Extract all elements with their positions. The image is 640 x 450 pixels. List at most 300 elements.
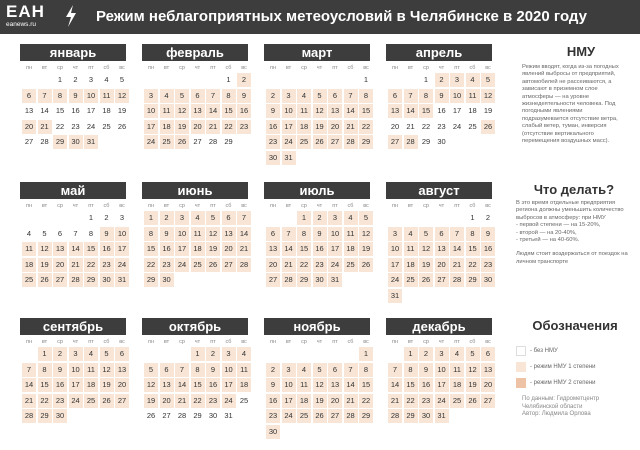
weekday-label: вс [119, 339, 125, 345]
calendar-day: 29 [297, 273, 311, 287]
calendar-day: 27 [53, 273, 67, 287]
month-calendar [386, 182, 492, 300]
calendar-day: 6 [57, 228, 63, 238]
calendar-day: 30 [437, 137, 446, 146]
calendar-day: 21 [175, 394, 189, 408]
calendar-day: 22 [222, 120, 236, 134]
calendar-day: 12 [144, 378, 158, 392]
calendar-day: 15 [466, 242, 480, 256]
weekday-label: сб [225, 65, 232, 71]
calendar-day: 22 [55, 121, 65, 131]
calendar-day: 28 [344, 135, 358, 149]
weekday-label: вс [241, 203, 247, 209]
calendar-day: 19 [466, 378, 480, 392]
calendar-day: 29 [53, 135, 67, 149]
weekday-label: ср [423, 65, 429, 71]
calendar-day: 26 [419, 273, 433, 287]
calendar-day: 20 [481, 378, 495, 392]
weekday-label: пт [454, 65, 460, 71]
calendar-day: 18 [84, 378, 98, 392]
calendar-day: 20 [53, 258, 67, 272]
legend-swatch [516, 378, 526, 388]
calendar-day: 9 [266, 378, 280, 392]
calendar-day: 27 [388, 135, 402, 149]
calendar-day: 12 [313, 104, 327, 118]
calendar-day: 18 [191, 242, 205, 256]
weekday-label: пн [25, 339, 32, 345]
calendar-day: 17 [328, 242, 342, 256]
weekday-label: ср [179, 203, 185, 209]
calendar-day: 3 [69, 347, 83, 361]
weekday-label: сб [469, 339, 476, 345]
calendar-day: 14 [450, 242, 464, 256]
what-to-do-line: В это время отдельные предприятия региона должны уменьшить количество выбросов в атмосферу: при НМУ [516, 200, 624, 221]
calendar-day: 9 [206, 363, 220, 377]
calendar-day: 9 [53, 363, 67, 377]
calendar-day: 21 [344, 394, 358, 408]
weekday-label: ср [301, 203, 307, 209]
calendar-day: 11 [100, 89, 114, 103]
weekday-label: пн [147, 339, 154, 345]
calendar-day: 11 [466, 89, 480, 103]
calendar-day: 18 [297, 120, 311, 134]
calendar-day: 13 [160, 378, 174, 392]
weekday-label: пн [269, 339, 276, 345]
weekday-label: вс [119, 203, 125, 209]
calendar-day: 11 [344, 227, 358, 241]
calendar-day: 7 [22, 363, 36, 377]
calendar-day: 11 [297, 104, 311, 118]
calendar-day: 5 [206, 211, 220, 225]
calendar-day: 9 [69, 89, 83, 103]
calendar-day: 13 [481, 363, 495, 377]
calendar-day: 27 [222, 258, 236, 272]
logo-site: eanews.ru [6, 21, 36, 28]
calendar-day: 4 [466, 73, 480, 87]
calendar-day: 4 [297, 89, 311, 103]
calendar-day: 6 [328, 363, 342, 377]
page-header [0, 0, 640, 34]
month-title: декабрь [386, 318, 492, 335]
month-title: январь [20, 44, 126, 61]
weekday-label: вт [285, 203, 292, 209]
calendar-day: 2 [435, 73, 449, 87]
calendar-day: 13 [53, 242, 67, 256]
calendar-day: 30 [266, 425, 280, 439]
calendar-day: 4 [26, 228, 32, 238]
weekday-label: вт [163, 339, 170, 345]
weekday-label: чт [316, 65, 323, 71]
calendar-day: 10 [222, 363, 236, 377]
calendar-day: 21 [69, 258, 83, 272]
weekday-label: вс [363, 203, 369, 209]
calendar-day: 14 [69, 242, 83, 256]
calendar-day: 17 [175, 242, 189, 256]
calendar-day: 14 [22, 378, 36, 392]
calendar-day: 22 [84, 258, 98, 272]
calendar-day: 17 [222, 378, 236, 392]
calendar-day: 30 [100, 273, 114, 287]
calendar-day: 7 [237, 211, 251, 225]
calendar-day: 20 [191, 120, 205, 134]
calendar-day: 15 [38, 378, 52, 392]
calendar-day: 16 [481, 242, 495, 256]
calendar-day: 5 [175, 89, 189, 103]
calendar-day: 6 [191, 89, 205, 103]
weekday-label: пт [210, 203, 216, 209]
month-title: март [264, 44, 370, 61]
calendar-day: 6 [328, 89, 342, 103]
calendar-day: 29 [84, 273, 98, 287]
calendar-day: 10 [144, 104, 158, 118]
calendar-day: 9 [419, 363, 433, 377]
calendar-day: 16 [313, 242, 327, 256]
calendar-day: 16 [206, 378, 220, 392]
calendar-day: 31 [435, 409, 449, 423]
calendar-day: 14 [40, 106, 49, 115]
calendar-day: 18 [237, 378, 251, 392]
calendar-day: 19 [313, 394, 327, 408]
weekday-label: чт [72, 339, 79, 345]
calendar-day: 16 [71, 106, 80, 115]
calendar-day: 4 [404, 227, 418, 241]
calendar-day: 1 [404, 347, 418, 361]
calendar-day: 24 [328, 258, 342, 272]
weekday-label: ср [301, 339, 307, 345]
month-calendar [142, 318, 248, 436]
weekday-label: сб [347, 339, 354, 345]
calendar-day: 18 [404, 258, 418, 272]
weekday-label: сб [347, 65, 354, 71]
month-calendar [20, 318, 126, 436]
calendar-day: 21 [282, 258, 296, 272]
calendar-day: 18 [344, 242, 358, 256]
legend-label: - без НМУ [530, 348, 558, 354]
calendar-day: 5 [100, 347, 114, 361]
calendar-day: 11 [450, 363, 464, 377]
month-title: сентябрь [20, 318, 126, 335]
calendar-day: 22 [144, 258, 158, 272]
calendar-day: 23 [481, 258, 495, 272]
calendar-day: 8 [419, 89, 433, 103]
calendar-day: 1 [363, 75, 369, 84]
what-to-do-text [516, 200, 634, 266]
calendar-day: 18 [160, 120, 174, 134]
weekday-label: пт [454, 339, 460, 345]
calendar-day: 31 [388, 289, 402, 303]
weekday-label: ср [301, 65, 307, 71]
calendar-day: 22 [359, 394, 373, 408]
month-title: август [386, 182, 492, 199]
weekday-label: вс [119, 65, 125, 71]
calendar-day: 10 [69, 363, 83, 377]
legend-item-level-1 [516, 362, 634, 372]
calendar-day: 7 [388, 363, 402, 377]
calendar-day: 23 [266, 409, 280, 423]
calendar-day: 17 [388, 258, 402, 272]
calendar-day: 12 [38, 242, 52, 256]
logo-text: ЕАН [6, 2, 45, 21]
ean-logo[interactable] [6, 3, 66, 31]
calendar-day: 30 [266, 151, 280, 165]
legend-label: - режим НМУ 1 степени [530, 364, 596, 370]
month-calendar [20, 182, 126, 300]
month-title: апрель [386, 44, 492, 61]
calendar-day: 31 [224, 411, 233, 420]
month-title: ноябрь [264, 318, 370, 335]
calendar-day: 22 [38, 394, 52, 408]
calendar-day: 30 [481, 273, 495, 287]
calendar-day: 9 [435, 89, 449, 103]
weekday-label: сб [103, 203, 110, 209]
calendar-day: 8 [466, 227, 480, 241]
calendar-day: 29 [359, 409, 373, 423]
weekday-label: пн [391, 65, 398, 71]
calendar-day: 7 [282, 227, 296, 241]
calendar-day: 3 [144, 89, 158, 103]
weekday-label: чт [72, 65, 79, 71]
calendar-day: 24 [86, 121, 96, 131]
calendar-day: 1 [191, 347, 205, 361]
weekday-label: пт [88, 65, 94, 71]
calendar-day: 13 [328, 104, 342, 118]
weekday-label: сб [225, 203, 232, 209]
calendar-day: 15 [359, 378, 373, 392]
weekday-label: чт [316, 339, 323, 345]
nmu-description: Режим вводят, когда из-за погодных явлений выбросы от предприятий, автомобилей не рассеиваются, а зависают в приземном слое атмосферы — на уровне жизнедеятельности человека. Под погодными явлениями подразумевается отсутствие ветра, слабый ветер, туман, инверсия (отсутствие вертикального перемещения воздушных масс). [522, 64, 619, 145]
weekday-label: чт [316, 203, 323, 209]
month-calendar [20, 44, 126, 162]
weekday-label: пт [332, 65, 338, 71]
weekday-label: ср [179, 65, 185, 71]
month-title: октябрь [142, 318, 248, 335]
calendar-day: 22 [404, 394, 418, 408]
source-credits [522, 396, 634, 419]
calendar-day: 5 [466, 347, 480, 361]
calendar-day: 26 [100, 394, 114, 408]
calendar-day: 17 [86, 106, 96, 115]
month-calendar [142, 44, 248, 162]
weekday-label: вт [41, 339, 48, 345]
calendar-day: 8 [88, 228, 94, 238]
calendar-day: 5 [119, 75, 125, 84]
calendar-day: 29 [404, 409, 418, 423]
calendar-day: 2 [266, 89, 280, 103]
what-to-do-heading: Что делать? [533, 182, 615, 197]
calendar-day: 25 [22, 273, 36, 287]
calendar-day: 17 [69, 378, 83, 392]
calendar-day: 3 [88, 75, 94, 84]
calendar-day: 30 [69, 135, 83, 149]
legend-heading: Обозначения [532, 318, 618, 333]
calendar-day: 1 [297, 211, 311, 225]
calendar-day: 14 [388, 378, 402, 392]
what-to-do-line: - первой степени — на 15-20%, [516, 222, 601, 229]
calendar-day: 19 [313, 120, 327, 134]
calendar-day: 4 [160, 89, 174, 103]
weekday-label: вс [363, 339, 369, 345]
calendar-day: 26 [146, 411, 156, 420]
calendar-day: 28 [450, 273, 464, 287]
calendar-day: 14 [344, 378, 358, 392]
weekday-label: вс [485, 339, 491, 345]
calendar-day: 4 [344, 211, 358, 225]
calendar-day: 24 [222, 394, 236, 408]
calendar-day: 17 [144, 120, 158, 134]
calendar-day: 5 [42, 228, 47, 238]
calendar-day: 20 [115, 378, 129, 392]
calendar-day: 24 [452, 121, 462, 131]
calendar-day: 25 [160, 135, 174, 149]
what-to-do-line: - второй — на 20-40%, [516, 229, 577, 236]
calendar-day: 14 [282, 242, 296, 256]
calendar-day: 5 [313, 363, 327, 377]
calendar-day: 3 [435, 347, 449, 361]
calendar-day: 28 [237, 258, 251, 272]
calendar-day: 22 [191, 394, 205, 408]
weekday-label: сб [103, 65, 110, 71]
weekday-label: вт [163, 203, 170, 209]
calendar-day: 29 [359, 135, 373, 149]
calendar-day: 16 [237, 104, 251, 118]
calendar-day: 31 [115, 273, 129, 287]
calendar-day: 27 [435, 273, 449, 287]
calendar-day: 6 [388, 89, 402, 103]
calendar-day: 19 [117, 106, 127, 115]
calendar-day: 27 [193, 137, 202, 146]
calendar-day: 26 [117, 121, 127, 131]
calendar-day: 23 [266, 135, 280, 149]
calendar-day: 8 [53, 89, 67, 103]
month-title: июль [264, 182, 370, 199]
calendar-day: 21 [38, 120, 52, 134]
calendar-day: 6 [435, 227, 449, 241]
calendar-day: 20 [22, 120, 36, 134]
calendar-day: 6 [481, 347, 495, 361]
weekday-label: пн [391, 339, 398, 345]
calendar-day: 16 [419, 378, 433, 392]
calendar-day: 22 [421, 121, 431, 131]
calendar-day: 24 [144, 135, 158, 149]
calendar-day: 17 [452, 106, 462, 115]
calendar-day: 8 [38, 363, 52, 377]
calendar-day: 25 [404, 273, 418, 287]
weekday-label: вт [285, 65, 292, 71]
calendar-day: 25 [102, 121, 111, 131]
calendar-day: 18 [450, 378, 464, 392]
weekday-label: сб [103, 339, 110, 345]
calendar-day: 8 [222, 89, 236, 103]
weekday-label: пт [88, 203, 94, 209]
calendar-day: 10 [115, 227, 129, 241]
month-calendar [264, 44, 370, 162]
calendar-day: 12 [313, 378, 327, 392]
weekday-label: пт [88, 339, 94, 345]
calendar-day: 20 [328, 120, 342, 134]
calendar-day: 16 [53, 378, 67, 392]
calendar-day: 11 [237, 363, 251, 377]
calendar-day: 18 [468, 106, 477, 115]
calendar-day: 20 [328, 394, 342, 408]
calendar-day: 23 [100, 258, 114, 272]
weekday-label: пн [269, 203, 276, 209]
calendar-day: 5 [419, 227, 433, 241]
lightning-icon [64, 5, 78, 27]
calendar-day: 6 [160, 363, 174, 377]
calendar-day: 19 [359, 242, 373, 256]
calendar-day: 31 [84, 135, 98, 149]
calendar-day: 12 [175, 104, 189, 118]
calendar-day: 26 [359, 258, 373, 272]
calendar-day: 5 [313, 89, 327, 103]
calendar-day: 28 [22, 409, 36, 423]
calendar-day: 24 [69, 394, 83, 408]
calendar-day: 13 [222, 227, 236, 241]
weekday-label: чт [194, 339, 201, 345]
calendar-day: 2 [266, 363, 280, 377]
source-line: Автор: Людмила Орлова [522, 411, 591, 418]
calendar-day: 15 [84, 242, 98, 256]
calendar-day: 1 [144, 211, 158, 225]
what-to-do-line: Людям стоит воздержаться от поездок на личном транспорте [516, 251, 628, 265]
calendar-day: 2 [206, 347, 220, 361]
calendar-day: 25 [297, 135, 311, 149]
calendar-day: 22 [359, 120, 373, 134]
calendar-day: 26 [313, 135, 327, 149]
calendar-day: 3 [175, 211, 189, 225]
calendar-day: 8 [297, 227, 311, 241]
calendar-day: 9 [481, 227, 495, 241]
calendar-day: 10 [175, 227, 189, 241]
calendar-day: 5 [359, 211, 373, 225]
calendar-day: 15 [404, 378, 418, 392]
weekday-label: вт [41, 65, 48, 71]
calendar-day: 11 [297, 378, 311, 392]
weekday-label: вс [363, 65, 369, 71]
weekday-label: пн [25, 203, 32, 209]
calendar-day: 8 [359, 89, 373, 103]
calendar-day: 16 [100, 242, 114, 256]
calendar-day: 21 [406, 121, 415, 131]
calendar-day: 10 [328, 227, 342, 241]
calendar-day: 14 [404, 104, 418, 118]
calendar-day: 12 [419, 242, 433, 256]
weekday-label: чт [194, 65, 201, 71]
calendar-day: 13 [24, 106, 34, 115]
calendar-day: 25 [239, 395, 249, 405]
calendar-day: 13 [266, 242, 280, 256]
calendar-day: 20 [266, 258, 280, 272]
calendar-day: 4 [191, 211, 205, 225]
legend-swatch [516, 362, 526, 372]
calendar-day: 10 [388, 242, 402, 256]
calendar-day: 26 [313, 409, 327, 423]
calendar-day: 13 [388, 104, 402, 118]
calendar-day: 15 [419, 104, 433, 118]
calendar-day: 17 [282, 394, 296, 408]
calendar-day: 1 [470, 213, 475, 222]
calendar-day: 28 [282, 273, 296, 287]
calendar-day: 10 [282, 378, 296, 392]
calendar-day: 7 [344, 89, 358, 103]
calendar-day: 25 [297, 409, 311, 423]
calendar-day: 1 [226, 75, 231, 84]
calendar-day: 26 [466, 394, 480, 408]
weekday-label: пт [332, 203, 338, 209]
calendar-day: 14 [206, 104, 220, 118]
calendar-day: 12 [481, 89, 495, 103]
calendar-day: 23 [71, 121, 80, 131]
